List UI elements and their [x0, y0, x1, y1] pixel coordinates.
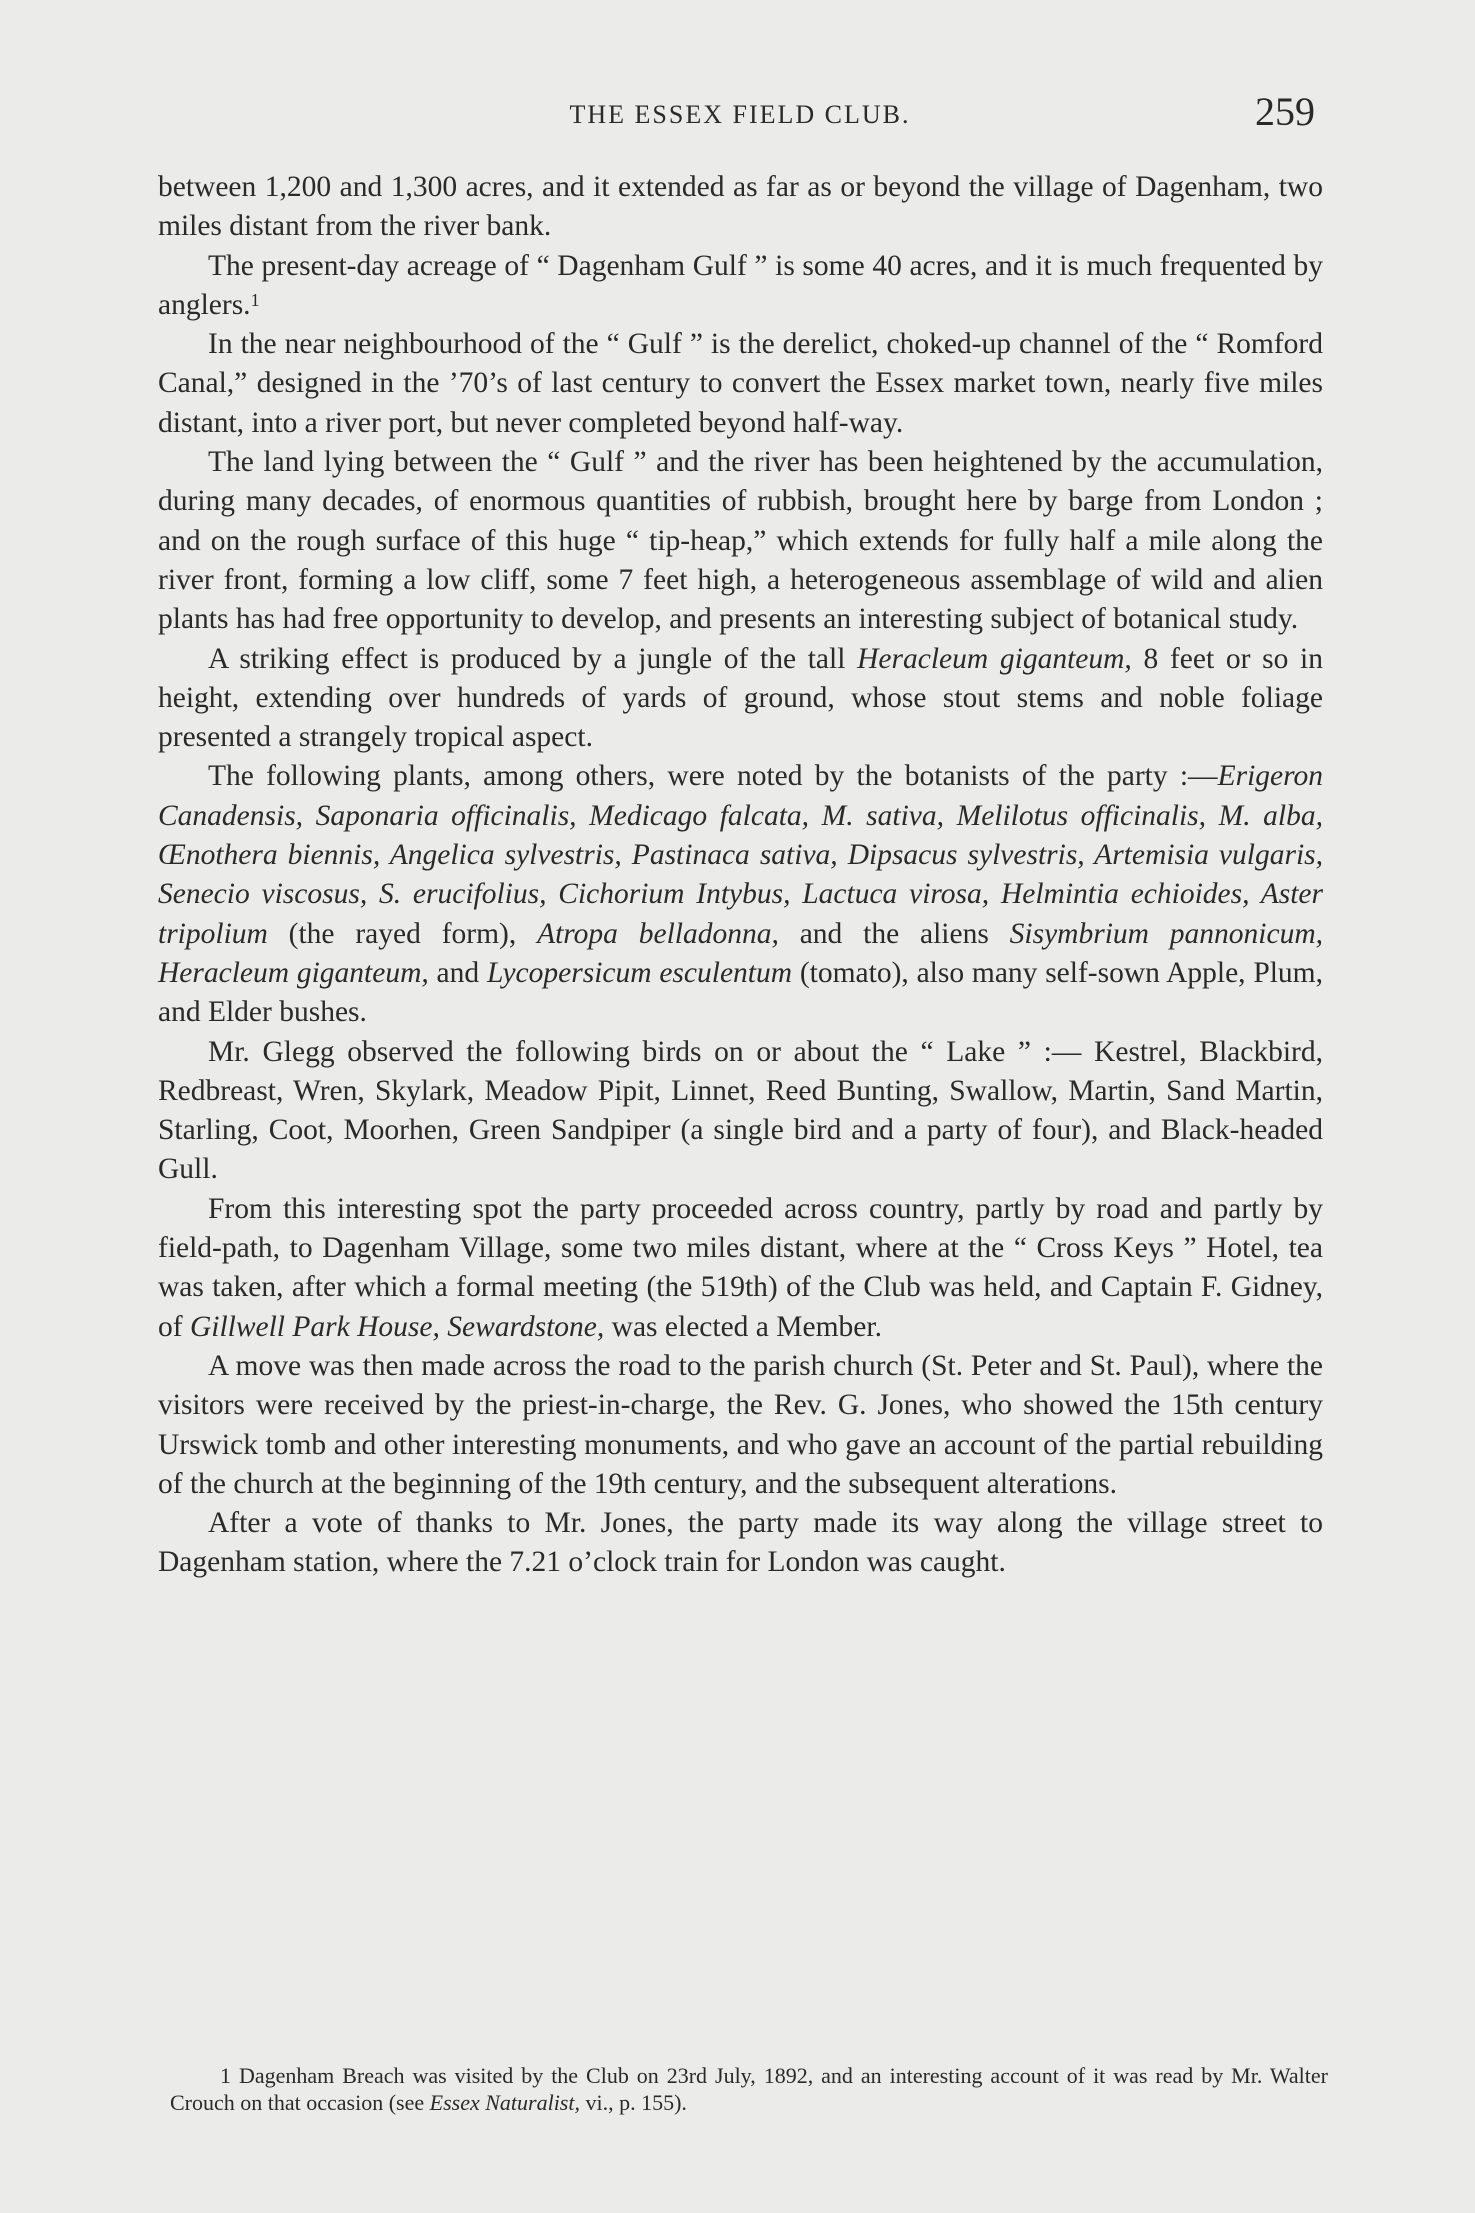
paragraph-6-text: (the rayed form), [267, 917, 538, 950]
page-number: 259 [1255, 89, 1315, 134]
paragraph-6-text: and the aliens [778, 917, 1010, 950]
publication-title: Essex Naturalist, [429, 2090, 580, 2115]
paragraph-5-text: A striking effect is produced by a jungle of the tall [208, 642, 858, 675]
paragraph-4: The land lying between the “ Gulf ” and the river has been heightened by the accumulation, during many decades, of enormous quantities of rubbish, brought here by barge from London ; and on the rough surface of this huge “ tip-heap,” which extends for fully half a mile along the river front, forming a low cliff, some 7 feet high, a heterogeneous assemblage of wild and alien plants has had free opportunity to develop, and presents an interesting subject of botanical study. [158, 446, 1323, 636]
paragraph-6-text: (tomato), also many self-sown Apple, Plum, and Elder bushes. [158, 956, 1323, 1029]
paragraph-6-text: and [428, 956, 487, 989]
paragraph-3: In the near neighbourhood of the “ Gulf ” is the derelict, choked-up channel of the “ Romford Canal,” designed in the ’70’s of last century to convert the Essex market town, nearly five miles distant, into a river port, but never completed beyond half-way. [158, 328, 1323, 439]
paragraph-6-text: The following plants, among others, were noted by the botanists of the party :— [208, 760, 1218, 793]
paragraph-2 [158, 247, 1323, 326]
paragraph-5 [158, 640, 1323, 758]
species-name: Heracleum giganteum, [857, 642, 1132, 675]
species-list: Sisymbrium pannonicum, Heracleum giganteum, [158, 917, 1323, 989]
paragraph-10: After a vote of thanks to Mr. Jones, the party made its way along the village street to Dagenham station, where the 7.21 o’clock train for London was caught. [158, 1507, 1323, 1579]
species-name: Lycopersicum esculentum [486, 956, 793, 989]
paragraph-1: between 1,200 and 1,300 acres, and it extended as far as or beyond the village of Dagenham, two miles distant from the river bank. [158, 171, 1323, 243]
paragraph-6 [158, 757, 1323, 1032]
running-head: THE ESSEX FIELD CLUB. [569, 100, 911, 129]
body-text [158, 168, 1323, 1583]
paragraph-5-text: 8 feet or so in height, extending over hundreds of yards of ground, whose stout stems and noble foliage presented a strangely tropical aspect. [158, 642, 1323, 754]
paragraph-7: Mr. Glegg observed the following birds on or about the “ Lake ” :— Kestrel, Blackbird, Redbreast, Wren, Skylark, Meadow Pipit, Linnet, Reed Bunting, Swallow, Martin, Sand Martin, Starling, Coot, Moorhen, Green Sandpiper (a single bird and a party of four), and Black-headed Gull. [158, 1035, 1323, 1186]
place-name: Gillwell Park House, Sewardstone, [189, 1310, 605, 1343]
footnote [170, 2062, 1328, 2116]
species-list: Erigeron Canadensis, Saponaria officinalis, Medicago falcata, M. sativa, Melilotus officinalis, M. alba, Œnothera biennis, Angelica sylvestris, Pastinaca sativa, Dipsacus sylvestris, Artemisia vulgaris, Senecio viscosus, S. erucifolius, Cichorium Intybus, Lactuca virosa, Helmintia echioides, Aster tripolium [158, 760, 1323, 950]
paragraph-8 [158, 1190, 1323, 1347]
paragraph-8-text: From this interesting spot the party proceeded across country, partly by road and partly by field-path, to Dagenham Village, some two miles distant, where at the “ Cross Keys ” Hotel, tea was taken, after which a formal meeting (the 519th) of the Club was held, and Captain F. Gidney, of [158, 1192, 1323, 1343]
footnote-text: 1 Dagenham Breach was visited by the Club on 23rd July, 1892, and an interesting account of it was read by Mr. Walter Crouch on that occasion (see [170, 2063, 1328, 2115]
footnote-reference: 1 [250, 289, 260, 310]
species-name: Atropa belladonna, [537, 917, 779, 950]
paragraph-9: A move was then made across the road to the parish church (St. Peter and St. Paul), where the visitors were received by the priest-in-charge, the Rev. G. Jones, who showed the 15th century Urswick tomb and other interesting monuments, and who gave an account of the partial rebuilding of the church at the beginning of the 19th century, and the subsequent alterations. [158, 1349, 1323, 1500]
paragraph-2-text: The present-day acreage of “ Dagenham Gulf ” is some 40 acres, and it is much frequented by anglers. [158, 249, 1323, 321]
page-header [165, 88, 1315, 148]
paragraph-8-text: was elected a Member. [604, 1310, 882, 1343]
footnote-text: vi., p. 155). [579, 2090, 687, 2115]
